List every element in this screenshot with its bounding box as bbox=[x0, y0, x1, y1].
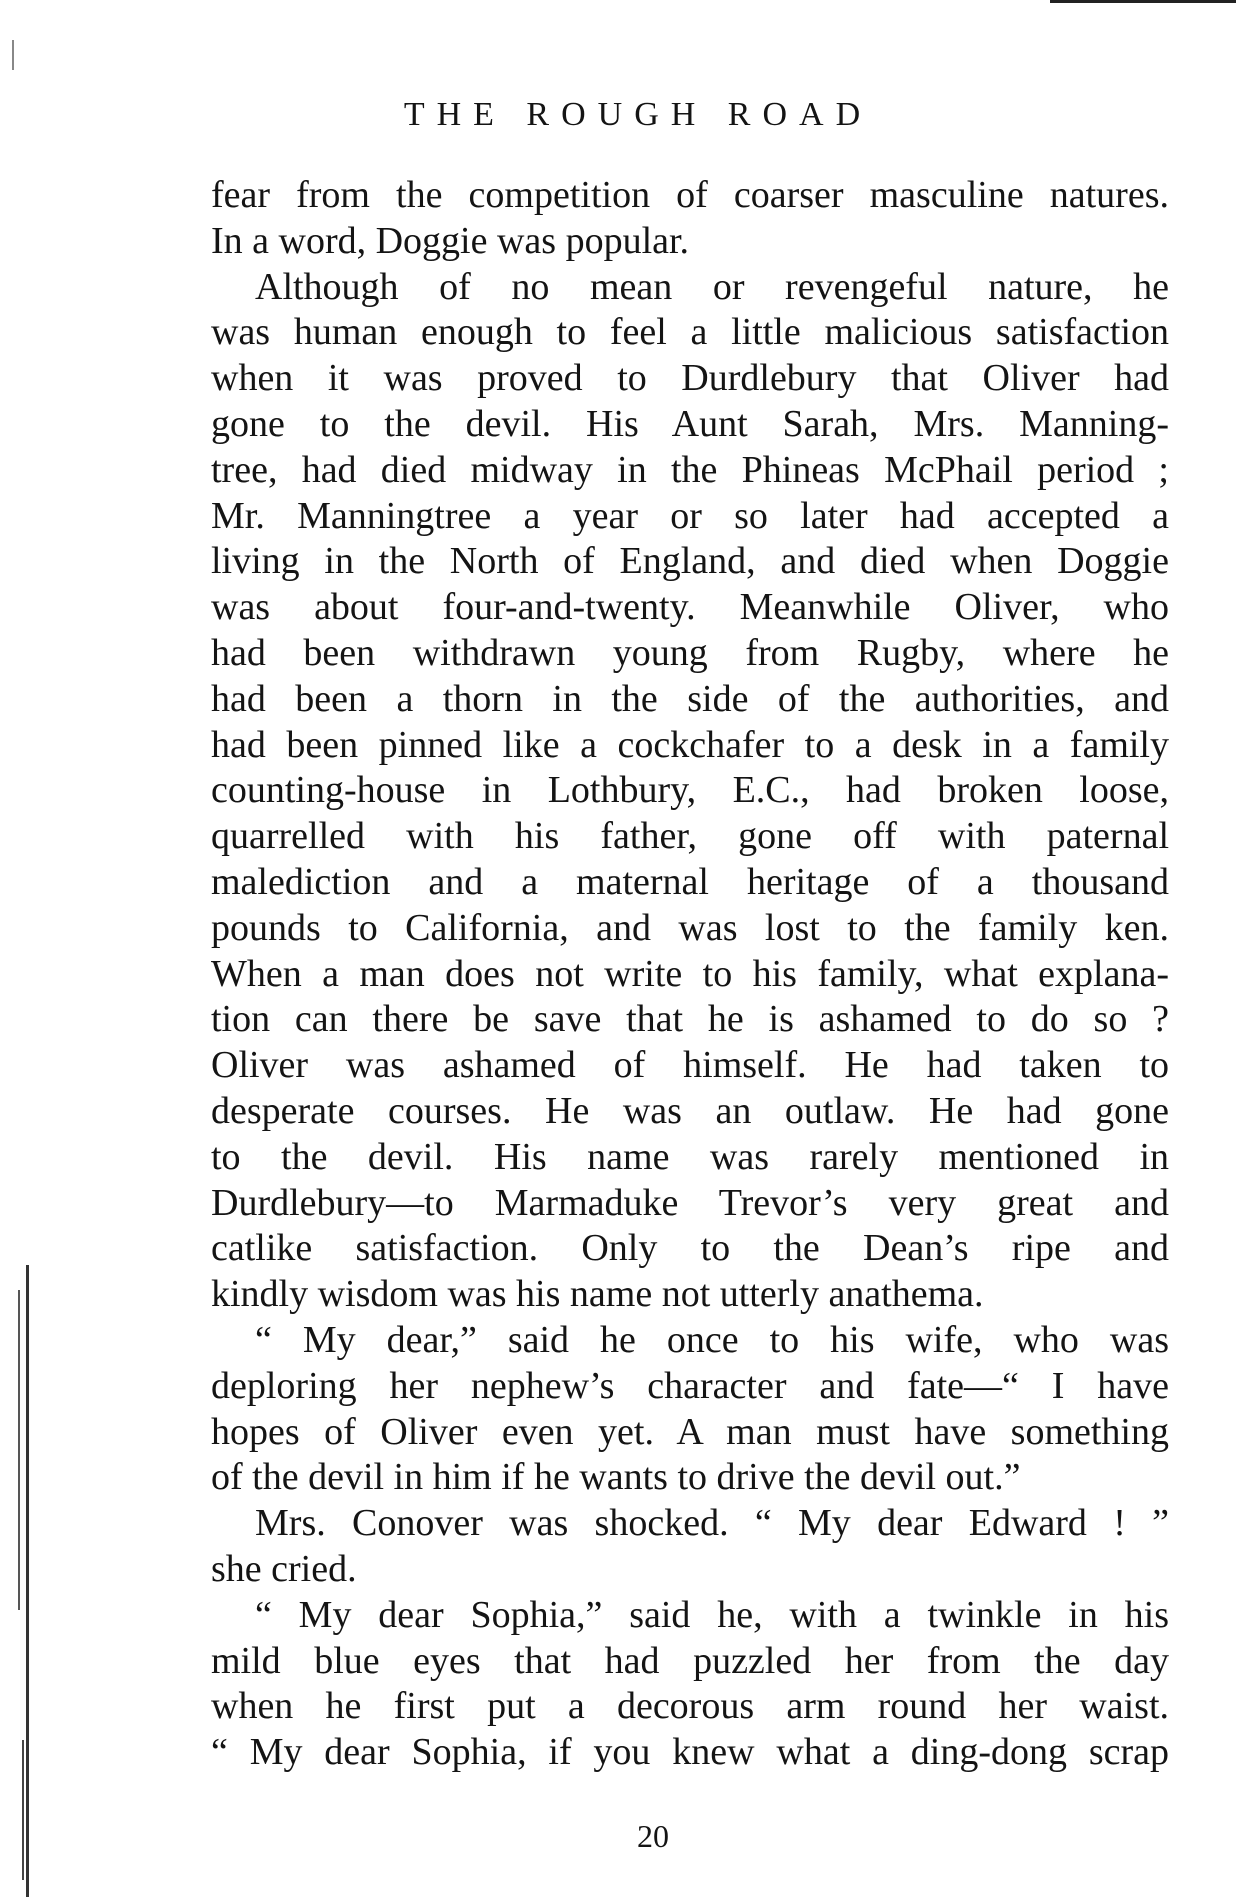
text-line: she cried. bbox=[211, 1547, 357, 1590]
text-line: quarrelled with his father, gone off with paternal bbox=[211, 815, 1169, 858]
text-line: kindly wisdom was his name not utterly anathema. bbox=[211, 1273, 984, 1316]
text-line: “ My dear,” said he once to his wife, who was bbox=[255, 1318, 1169, 1361]
text-line: hopes of Oliver even yet. A man must have something bbox=[211, 1410, 1169, 1453]
text-line: catlike satisfaction. Only to the Dean’s ripe and bbox=[211, 1227, 1169, 1270]
text-line: living in the North of England, and died when Doggie bbox=[211, 540, 1169, 583]
text-line: “ My dear Sophia, if you knew what a ding-dong scrap bbox=[211, 1731, 1169, 1774]
body-text bbox=[211, 173, 1169, 1776]
scan-gutter-shadow bbox=[26, 1265, 29, 1897]
text-line: In a word, Doggie was popular. bbox=[211, 219, 690, 262]
text-line: When a man does not write to his family, what explana- bbox=[211, 952, 1169, 995]
text-line: gone to the devil. His Aunt Sarah, Mrs. Manning- bbox=[211, 402, 1169, 445]
text-line: to the devil. His name was rarely mentioned in bbox=[211, 1135, 1169, 1178]
text-line: had been pinned like a cockchafer to a desk in a family bbox=[211, 723, 1169, 766]
text-line: had been a thorn in the side of the authorities, and bbox=[211, 677, 1169, 720]
text-line: tree, had died midway in the Phineas McPhail period ; bbox=[211, 448, 1169, 491]
text-line: had been withdrawn young from Rugby, where he bbox=[211, 631, 1169, 674]
text-line: counting-house in Lothbury, E.C., had broken loose, bbox=[211, 769, 1169, 812]
scan-edge-rule bbox=[1050, 0, 1236, 3]
text-line: fear from the competition of coarser masculine natures. bbox=[211, 174, 1169, 216]
running-head: THE ROUGH ROAD bbox=[403, 96, 873, 133]
scan-gutter-shadow-secondary bbox=[18, 1290, 20, 1610]
text-line: Mrs. Conover was shocked. “ My dear Edward ! ” bbox=[255, 1502, 1169, 1545]
text-line: “ My dear Sophia,” said he, with a twinkle in his bbox=[255, 1593, 1169, 1636]
text-line: was about four-and-twenty. Meanwhile Oliver, who bbox=[211, 586, 1169, 629]
text-line: when it was proved to Durdlebury that Oliver had bbox=[211, 357, 1169, 400]
page-number: 20 bbox=[637, 1818, 669, 1854]
text-line: was human enough to feel a little malicious satisfaction bbox=[211, 311, 1169, 354]
scan-gutter-mark bbox=[12, 40, 14, 70]
text-line: Oliver was ashamed of himself. He had taken to bbox=[211, 1044, 1169, 1087]
text-line: of the devil in him if he wants to drive the devil out.” bbox=[211, 1456, 1021, 1499]
text-line: Durdlebury—to Marmaduke Trevor’s very great and bbox=[211, 1181, 1169, 1224]
text-line: Although of no mean or revengeful nature, he bbox=[255, 265, 1169, 308]
text-line: deploring her nephew’s character and fate—“ I have bbox=[211, 1364, 1169, 1407]
scan-gutter-shadow-lower bbox=[22, 1740, 24, 1880]
text-line: mild blue eyes that had puzzled her from the day bbox=[211, 1639, 1169, 1682]
text-line: Mr. Manningtree a year or so later had accepted a bbox=[211, 494, 1169, 537]
text-line: malediction and a maternal heritage of a thousand bbox=[211, 860, 1169, 903]
text-line: when he first put a decorous arm round her waist. bbox=[211, 1685, 1169, 1728]
text-line: pounds to California, and was lost to the family ken. bbox=[211, 906, 1169, 949]
text-line: tion can there be save that he is ashamed to do so ? bbox=[211, 998, 1169, 1041]
text-line: desperate courses. He was an outlaw. He had gone bbox=[211, 1089, 1169, 1132]
